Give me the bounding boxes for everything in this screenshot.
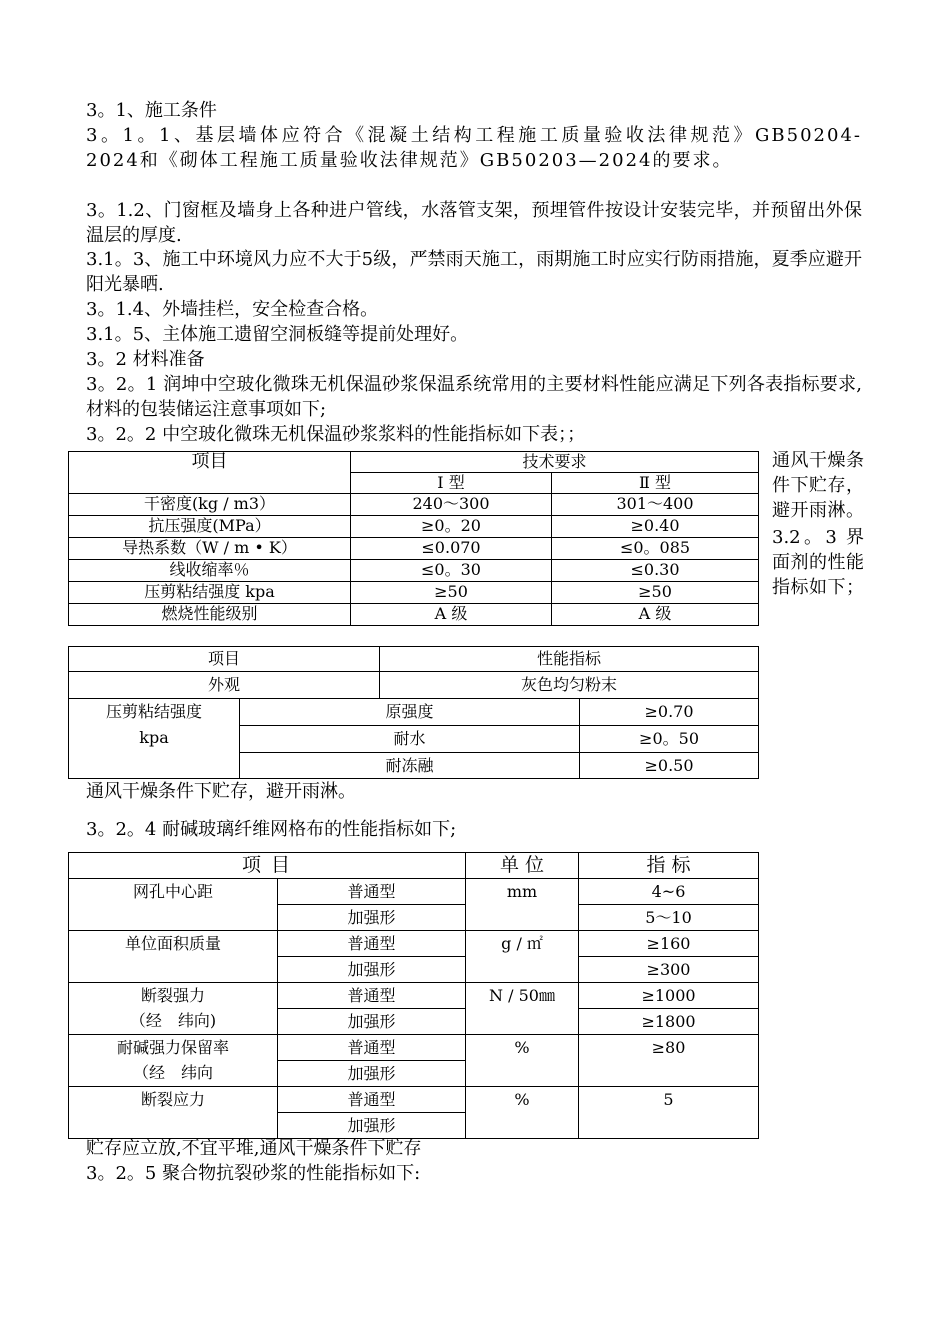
table-row <box>69 672 759 699</box>
header-index: 指 标 <box>579 853 759 879</box>
row-name: 抗压强度(MPa） <box>69 516 351 538</box>
row-value-type-1: ≤0。30 <box>351 560 552 582</box>
paragraph-3-1-3: 3.1。3、施工中环境风力应不大于5级，严禁雨天施工，雨期施工时应实行防雨措施，夏季应避开阳光暴晒. <box>86 249 862 295</box>
paragraph-3-1-5: 3.1。5、主体施工遗留空洞板缝等提前处理好。 <box>86 324 469 345</box>
row-type: 加强形 <box>278 905 466 931</box>
group-label-line-1: 断裂强力 <box>140 986 205 1005</box>
header-tech-requirement: 技术要求 <box>351 452 759 473</box>
row-value-type-1: ≥0。20 <box>351 516 552 538</box>
table-header-row <box>69 647 759 672</box>
table-row <box>69 983 759 1009</box>
table-row <box>69 516 759 538</box>
row-value-type-1: A 级 <box>351 604 552 626</box>
group-label-line-2: kpa <box>139 728 169 747</box>
section-heading-3-2: 3。2 材料准备 <box>86 349 205 370</box>
row-type: 普通型 <box>278 879 466 905</box>
row-value: ≥1000 <box>579 983 759 1009</box>
table-row <box>69 538 759 560</box>
row-value: 灰色均匀粉末 <box>380 672 759 699</box>
table-row <box>69 582 759 604</box>
row-name: 耐水 <box>240 726 580 753</box>
group-label-line-2: （经 纬向) <box>129 1011 217 1030</box>
table-insulation-mortar <box>68 451 759 626</box>
paragraph-3-2-4: 3。2。4 耐碱玻璃纤维网格布的性能指标如下; <box>86 819 457 840</box>
row-type: 加强形 <box>278 1113 466 1139</box>
paragraph-storage-note: 通风干燥条件下贮存，避开雨淋。 <box>86 781 356 802</box>
header-type-1: Ⅰ 型 <box>351 473 552 494</box>
group-label <box>69 1087 278 1139</box>
row-value-type-2: A 级 <box>552 604 759 626</box>
header-unit: 单 位 <box>466 853 579 879</box>
row-group-label <box>69 699 240 779</box>
row-value: ≥160 <box>579 931 759 957</box>
row-name: 燃烧性能级别 <box>69 604 351 626</box>
row-value: ≥1800 <box>579 1009 759 1035</box>
table-header-row <box>69 853 759 879</box>
row-name: 外观 <box>69 672 380 699</box>
row-type: 加强形 <box>278 1009 466 1035</box>
row-value-type-2: 301～400 <box>552 494 759 516</box>
group-label-line-1: 断裂应力 <box>140 1090 205 1109</box>
row-name: 压剪粘结强度 kpa <box>69 582 351 604</box>
side-note <box>772 448 864 600</box>
paragraph-3-2-2: 3。2。2 中空玻化微珠无机保温砂浆浆料的性能指标如下表；； <box>86 424 586 445</box>
group-label <box>69 983 278 1035</box>
row-name: 线收缩率％ <box>69 560 351 582</box>
group-unit: % <box>466 1035 579 1087</box>
group-label-line-2: （经 纬向 <box>132 1063 213 1082</box>
row-value: 5 <box>579 1087 759 1139</box>
row-name: 耐冻融 <box>240 753 580 779</box>
side-note-storage: 通风干燥条件下贮存，避开雨淋。 <box>772 450 864 521</box>
row-type: 普通型 <box>278 1087 466 1113</box>
table-row <box>69 560 759 582</box>
row-type: 普通型 <box>278 931 466 957</box>
paragraph-3-1-2: 3。1.2、门窗框及墙身上各种进户管线，水落管支架，预埋管件按设计安装完毕，并预留出外保温层的厚度. <box>86 200 862 246</box>
group-label <box>69 1035 278 1087</box>
section-heading-3-1: 3。1、施工条件 <box>86 100 217 121</box>
group-unit: mm <box>466 879 579 931</box>
row-value-type-2: ≤0.30 <box>552 560 759 582</box>
paragraph-storage-upright: 贮存应立放,不宜平堆,通风干燥条件下贮存 <box>86 1138 422 1159</box>
row-value: ≥80 <box>579 1035 759 1087</box>
table-row <box>69 494 759 516</box>
table-row <box>69 1035 759 1061</box>
table-row <box>69 699 759 726</box>
row-value: 5～10 <box>579 905 759 931</box>
row-value-type-2: ≥0.40 <box>552 516 759 538</box>
row-type: 加强形 <box>278 957 466 983</box>
row-type: 普通型 <box>278 983 466 1009</box>
row-value-type-1: ≥50 <box>351 582 552 604</box>
row-value: ≥0。50 <box>580 726 759 753</box>
side-note-3-2-3: 3.2。3 界面剂的性能指标如下； <box>772 527 864 598</box>
table-glass-fiber-mesh <box>68 852 759 1139</box>
table-row <box>69 879 759 905</box>
row-value: ≥0.50 <box>580 753 759 779</box>
group-unit: N / 50㎜ <box>466 983 579 1035</box>
row-value-type-1: ≤0.070 <box>351 538 552 560</box>
header-item: 项目 <box>69 647 380 672</box>
table-interface-agent <box>68 646 759 779</box>
table-row <box>69 931 759 957</box>
header-type-2: Ⅱ 型 <box>552 473 759 494</box>
row-name: 导热系数（W / m • K） <box>69 538 351 560</box>
row-value: 4~6 <box>579 879 759 905</box>
table-header-row <box>69 452 759 473</box>
row-type: 普通型 <box>278 1035 466 1061</box>
group-unit: % <box>466 1087 579 1139</box>
paragraph-3-2-1: 3。2。1 润坤中空玻化微珠无机保温砂浆保温系统常用的主要材料性能应满足下列各表指标要求,材料的包装储运注意事项如下; <box>86 374 862 420</box>
group-label-line-1: 压剪粘结强度 <box>105 702 202 721</box>
paragraph-3-1-1: 3。1。1、基层墙体应符合《混凝土结构工程施工质量验收法律规范》GB50204-2024和《砌体工程施工质量验收法律规范》GB50203—2024的要求。 <box>86 125 862 171</box>
group-label <box>69 931 278 983</box>
row-value: ≥300 <box>579 957 759 983</box>
header-performance: 性能指标 <box>380 647 759 672</box>
group-label-line-1: 网孔中心距 <box>132 882 213 901</box>
header-item: 项 目 <box>69 853 466 879</box>
row-value: ≥0.70 <box>580 699 759 726</box>
paragraph-3-2-5: 3。2。5 聚合物抗裂砂浆的性能指标如下: <box>86 1163 421 1184</box>
header-item: 项目 <box>69 452 351 494</box>
row-value-type-2: ≥50 <box>552 582 759 604</box>
row-value-type-1: 240～300 <box>351 494 552 516</box>
paragraph-3-1-4: 3。1.4、外墙挂栏，安全检查合格。 <box>86 299 379 320</box>
group-label-line-1: 单位面积质量 <box>124 934 221 953</box>
table-row <box>69 604 759 626</box>
group-label <box>69 879 278 931</box>
table-row <box>69 1087 759 1113</box>
row-name: 干密度(kg / m3） <box>69 494 351 516</box>
row-name: 原强度 <box>240 699 580 726</box>
group-unit: g / ㎡ <box>466 931 579 983</box>
group-label-line-1: 耐碱强力保留率 <box>116 1038 229 1057</box>
row-value-type-2: ≤0。085 <box>552 538 759 560</box>
row-type: 加强形 <box>278 1061 466 1087</box>
